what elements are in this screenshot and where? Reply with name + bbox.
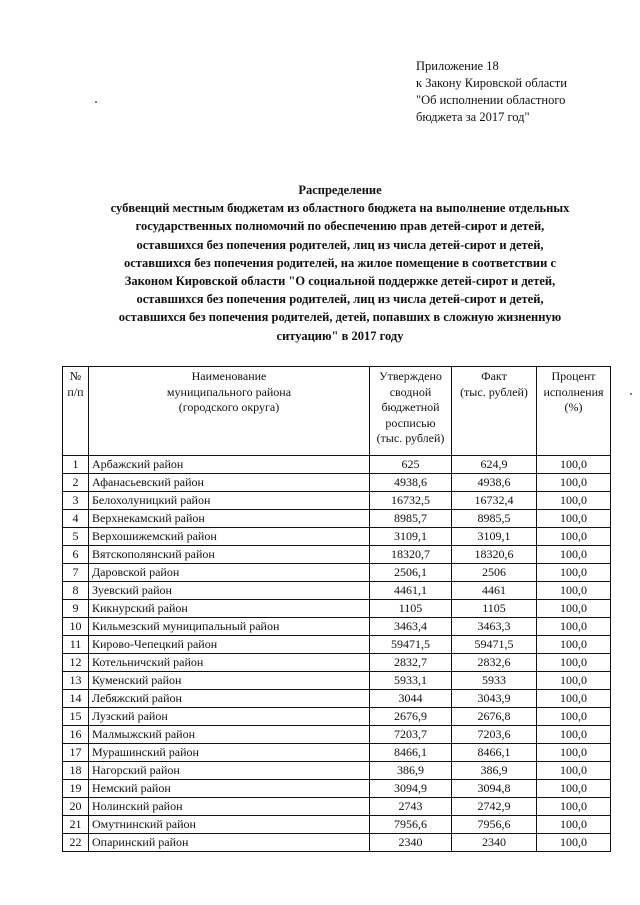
table-row — [63, 816, 611, 834]
row-actual: 624,9 — [452, 456, 537, 474]
scan-speck — [95, 101, 97, 103]
row-name: Опаринский район — [89, 834, 370, 852]
row-actual: 386,9 — [452, 762, 537, 780]
row-num: 21 — [63, 816, 89, 834]
row-approved: 7203,7 — [370, 726, 452, 744]
row-approved: 4938,6 — [370, 474, 452, 492]
row-num: 19 — [63, 780, 89, 798]
row-actual: 2742,9 — [452, 798, 537, 816]
table-row — [63, 546, 611, 564]
row-num: 13 — [63, 672, 89, 690]
row-percent: 100,0 — [537, 726, 611, 744]
row-name: Куменский район — [89, 672, 370, 690]
table-header-row — [63, 367, 611, 456]
row-percent: 100,0 — [537, 798, 611, 816]
table-row — [63, 834, 611, 852]
row-name: Зуевский район — [89, 582, 370, 600]
row-name: Верхошижемский район — [89, 528, 370, 546]
row-actual: 5933 — [452, 672, 537, 690]
title-line: Распределение — [298, 183, 382, 197]
row-approved: 8466,1 — [370, 744, 452, 762]
row-actual: 2340 — [452, 834, 537, 852]
row-percent: 100,0 — [537, 762, 611, 780]
row-num: 6 — [63, 546, 89, 564]
row-actual: 2506 — [452, 564, 537, 582]
appendix-line: Приложение 18 — [416, 59, 499, 73]
row-name: Даровской район — [89, 564, 370, 582]
row-actual: 1105 — [452, 600, 537, 618]
row-approved: 2506,1 — [370, 564, 452, 582]
table-row — [63, 726, 611, 744]
table-row — [63, 510, 611, 528]
row-percent: 100,0 — [537, 618, 611, 636]
table-row — [63, 564, 611, 582]
table-row — [63, 672, 611, 690]
row-num: 14 — [63, 690, 89, 708]
row-actual: 16732,4 — [452, 492, 537, 510]
row-percent: 100,0 — [537, 564, 611, 582]
row-percent: 100,0 — [537, 582, 611, 600]
row-approved: 7956,6 — [370, 816, 452, 834]
scan-speck — [630, 393, 632, 395]
row-actual: 8466,1 — [452, 744, 537, 762]
row-percent: 100,0 — [537, 690, 611, 708]
row-approved: 3094,9 — [370, 780, 452, 798]
row-approved: 2743 — [370, 798, 452, 816]
row-num: 1 — [63, 456, 89, 474]
row-percent: 100,0 — [537, 510, 611, 528]
table-row — [63, 600, 611, 618]
table-row — [63, 582, 611, 600]
header-name: Наименование муниципального района (городского округа) — [89, 367, 370, 456]
row-num: 15 — [63, 708, 89, 726]
row-approved: 4461,1 — [370, 582, 452, 600]
row-actual: 8985,5 — [452, 510, 537, 528]
row-actual: 4938,6 — [452, 474, 537, 492]
title-line: оставшихся без попечения родителей, на жилое помещение в соответствии с — [123, 255, 557, 270]
title-line: оставшихся без попечения родителей, лиц из числа детей-сирот и детей, — [136, 292, 544, 307]
table-row — [63, 492, 611, 510]
header-approved: Утверждено сводной бюджетной росписью (тыс. рублей) — [370, 367, 452, 456]
row-name: Котельничский район — [89, 654, 370, 672]
row-num: 3 — [63, 492, 89, 510]
row-percent: 100,0 — [537, 816, 611, 834]
row-num: 9 — [63, 600, 89, 618]
row-actual: 3094,8 — [452, 780, 537, 798]
row-approved: 2676,9 — [370, 708, 452, 726]
header-num: № п/п — [63, 367, 89, 456]
row-num: 7 — [63, 564, 89, 582]
row-percent: 100,0 — [537, 744, 611, 762]
row-approved: 16732,5 — [370, 492, 452, 510]
document-title — [40, 181, 640, 345]
table-row — [63, 528, 611, 546]
appendix-line: "Об исполнении областного — [416, 93, 566, 107]
row-percent: 100,0 — [537, 672, 611, 690]
title-line: субвенций местным бюджетам из областного бюджета на выполнение отдельных — [110, 201, 570, 216]
row-name: Лебяжский район — [89, 690, 370, 708]
header-percent: Процент исполнения (%) — [537, 367, 611, 456]
row-approved: 8985,7 — [370, 510, 452, 528]
row-actual: 7956,6 — [452, 816, 537, 834]
row-name: Омутнинский район — [89, 816, 370, 834]
table-row — [63, 780, 611, 798]
title-line: Законом Кировской области "О социальной поддержке детей-сирот и детей, — [124, 274, 556, 289]
table-row — [63, 762, 611, 780]
row-num: 2 — [63, 474, 89, 492]
title-line: государственных полномочий по обеспечению прав детей-сирот и детей, — [135, 219, 545, 234]
row-num: 18 — [63, 762, 89, 780]
table-body — [63, 456, 611, 852]
row-actual: 59471,5 — [452, 636, 537, 654]
row-num: 8 — [63, 582, 89, 600]
row-actual: 3043,9 — [452, 690, 537, 708]
row-approved: 18320,7 — [370, 546, 452, 564]
appendix-line: бюджета за 2017 год" — [416, 110, 530, 124]
row-name: Верхнекамский район — [89, 510, 370, 528]
row-name: Арбажский район — [89, 456, 370, 474]
table-row — [63, 618, 611, 636]
row-name: Нолинский район — [89, 798, 370, 816]
table-row — [63, 798, 611, 816]
row-approved: 2340 — [370, 834, 452, 852]
row-percent: 100,0 — [537, 456, 611, 474]
row-approved: 3109,1 — [370, 528, 452, 546]
row-num: 12 — [63, 654, 89, 672]
row-approved: 1105 — [370, 600, 452, 618]
row-name: Нагорский район — [89, 762, 370, 780]
row-name: Белохолуницкий район — [89, 492, 370, 510]
row-actual: 2676,8 — [452, 708, 537, 726]
row-num: 16 — [63, 726, 89, 744]
row-percent: 100,0 — [537, 474, 611, 492]
row-percent: 100,0 — [537, 600, 611, 618]
row-name: Кикнурский район — [89, 600, 370, 618]
table-row — [63, 744, 611, 762]
row-actual: 3463,3 — [452, 618, 537, 636]
row-actual: 3109,1 — [452, 528, 537, 546]
table-row — [63, 456, 611, 474]
row-num: 5 — [63, 528, 89, 546]
row-actual: 2832,6 — [452, 654, 537, 672]
table-row — [63, 474, 611, 492]
distribution-table — [62, 366, 611, 852]
row-percent: 100,0 — [537, 492, 611, 510]
appendix-line: к Закону Кировской области — [416, 76, 567, 90]
row-percent: 100,0 — [537, 708, 611, 726]
row-num: 22 — [63, 834, 89, 852]
appendix-note — [416, 58, 567, 126]
table-row — [63, 708, 611, 726]
row-name: Кирово-Чепецкий район — [89, 636, 370, 654]
table-row — [63, 654, 611, 672]
row-approved: 386,9 — [370, 762, 452, 780]
row-approved: 625 — [370, 456, 452, 474]
row-approved: 3044 — [370, 690, 452, 708]
row-actual: 7203,6 — [452, 726, 537, 744]
row-percent: 100,0 — [537, 636, 611, 654]
row-percent: 100,0 — [537, 834, 611, 852]
row-num: 20 — [63, 798, 89, 816]
title-line: оставшихся без попечения родителей, детей, попавших в сложную жизненную — [118, 310, 562, 325]
header-actual: Факт (тыс. рублей) — [452, 367, 537, 456]
row-percent: 100,0 — [537, 780, 611, 798]
row-name: Афанасьевский район — [89, 474, 370, 492]
table-row — [63, 636, 611, 654]
row-num: 4 — [63, 510, 89, 528]
row-approved: 3463,4 — [370, 618, 452, 636]
row-percent: 100,0 — [537, 654, 611, 672]
row-name: Мурашинский район — [89, 744, 370, 762]
row-actual: 18320,6 — [452, 546, 537, 564]
title-line: ситуацию" в 2017 году — [276, 328, 404, 343]
row-percent: 100,0 — [537, 546, 611, 564]
row-approved: 59471,5 — [370, 636, 452, 654]
row-num: 10 — [63, 618, 89, 636]
row-name: Лузский район — [89, 708, 370, 726]
row-num: 17 — [63, 744, 89, 762]
row-name: Малмыжский район — [89, 726, 370, 744]
row-name: Немский район — [89, 780, 370, 798]
row-actual: 4461 — [452, 582, 537, 600]
row-approved: 5933,1 — [370, 672, 452, 690]
row-name: Вятскополянский район — [89, 546, 370, 564]
row-name: Кильмезский муниципальный район — [89, 618, 370, 636]
table-row — [63, 690, 611, 708]
row-num: 11 — [63, 636, 89, 654]
row-percent: 100,0 — [537, 528, 611, 546]
row-approved: 2832,7 — [370, 654, 452, 672]
title-line: оставшихся без попечения родителей, лиц из числа детей-сирот и детей, — [136, 237, 544, 252]
